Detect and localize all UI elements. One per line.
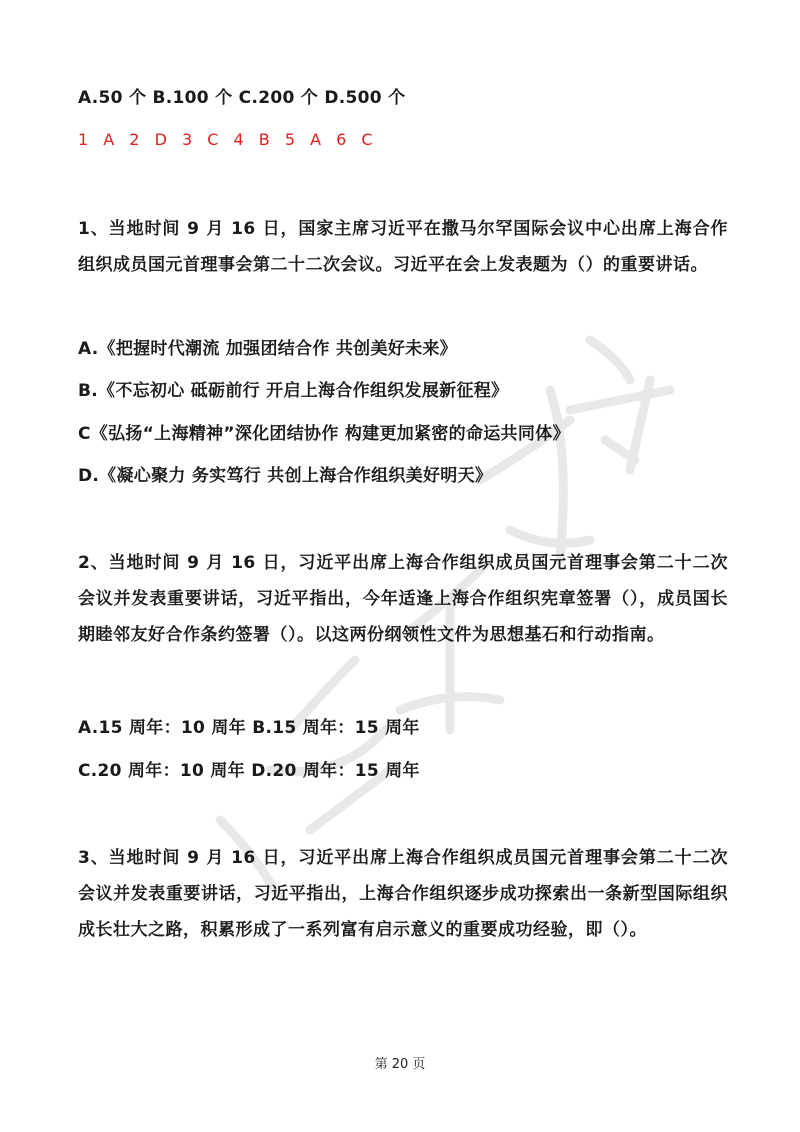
- question-2-options-row-1: A.15 周年：10 周年 B.15 周年：15 周年: [78, 718, 420, 738]
- question-1-option-c: C《弘扬“上海精神”深化团结协作 构建更加紧密的命运共同体》: [78, 424, 570, 444]
- question-1-stem: 1、当地时间 9 月 16 日，国家主席习近平在撒马尔罕国际会议中心出席上海合作组织成员国元首理事会第二十二次会议。习近平在会上发表题为（）的重要讲话。: [78, 219, 728, 275]
- question-2-stem: 2、当地时间 9 月 16 日，习近平出席上海合作组织成员国元首理事会第二十二次会议并发表重要讲话，习近平指出，今年适逢上海合作组织宪章签署（），成员国长期睦邻友好合作条约签署（）。以这两份纲领性文件为思想基石和行动指南。: [78, 553, 728, 645]
- answer-key: 1 A 2 D 3 C 4 B 5 A 6 C: [78, 130, 378, 149]
- question-1-option-b: B.《不忘初心 砥砺前行 开启上海合作组织发展新征程》: [78, 381, 509, 401]
- question-3-stem: 3、当地时间 9 月 16 日，习近平出席上海合作组织成员国元首理事会第二十二次会议并发表重要讲话，习近平指出，上海合作组织逐步成功探索出一条新型国际组织成长壮大之路，积累形成了一系列富有启示意义的重要成功经验，即（）。: [78, 848, 728, 940]
- previous-question-options: A.50 个 B.100 个 C.200 个 D.500 个: [78, 88, 406, 108]
- question-1-option-a: A.《把握时代潮流 加强团结合作 共创美好未来》: [78, 339, 457, 359]
- page-number: 第 20 页: [374, 1057, 426, 1072]
- question-2-options-row-2: C.20 周年：10 周年 D.20 周年：15 周年: [78, 761, 420, 781]
- question-1-option-d: D.《凝心聚力 务实笃行 共创上海合作组织美好明天》: [78, 466, 493, 486]
